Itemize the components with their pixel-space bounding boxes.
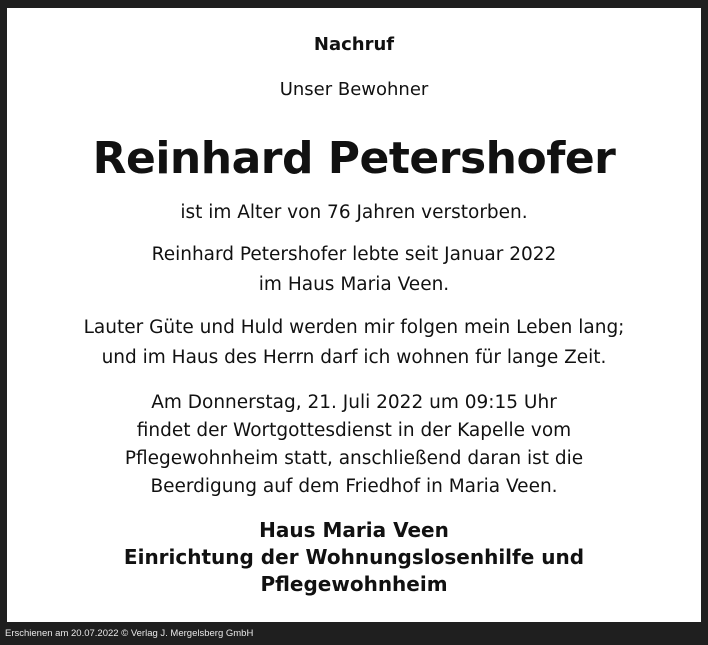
- sender-line: Haus Maria Veen: [259, 518, 449, 542]
- publication-footer: Erschienen am 20.07.2022 © Verlag J. Mergelsberg GmbH: [5, 628, 254, 639]
- residence-line: im Haus Maria Veen.: [258, 274, 450, 295]
- service-line: findet der Wortgottesdienst in der Kapelle vom: [136, 420, 572, 441]
- residence-line: Reinhard Petershofer lebte seit Januar 2022: [151, 244, 557, 265]
- service-line: Pflegewohnheim statt, anschließend daran ist die: [124, 448, 584, 469]
- sender-line: Einrichtung der Wohnungslosenhilfe und: [123, 545, 585, 569]
- service-line: Am Donnerstag, 21. Juli 2022 um 09:15 Uhr: [151, 392, 557, 413]
- sender-line: Pflegewohnheim: [260, 572, 448, 596]
- verse-line: und im Haus des Herrn darf ich wohnen für lange Zeit.: [101, 347, 607, 368]
- notice-heading: Nachruf: [313, 34, 395, 55]
- age-statement: ist im Alter von 76 Jahren verstorben.: [180, 202, 528, 223]
- verse-line: Lauter Güte und Huld werden mir folgen mein Leben lang;: [83, 317, 625, 338]
- deceased-name: Reinhard Petershofer: [92, 133, 616, 184]
- notice-subheading: Unser Bewohner: [279, 79, 429, 100]
- obituary-notice: [7, 8, 701, 622]
- service-line: Beerdigung auf dem Friedhof in Maria Veen.: [150, 476, 558, 497]
